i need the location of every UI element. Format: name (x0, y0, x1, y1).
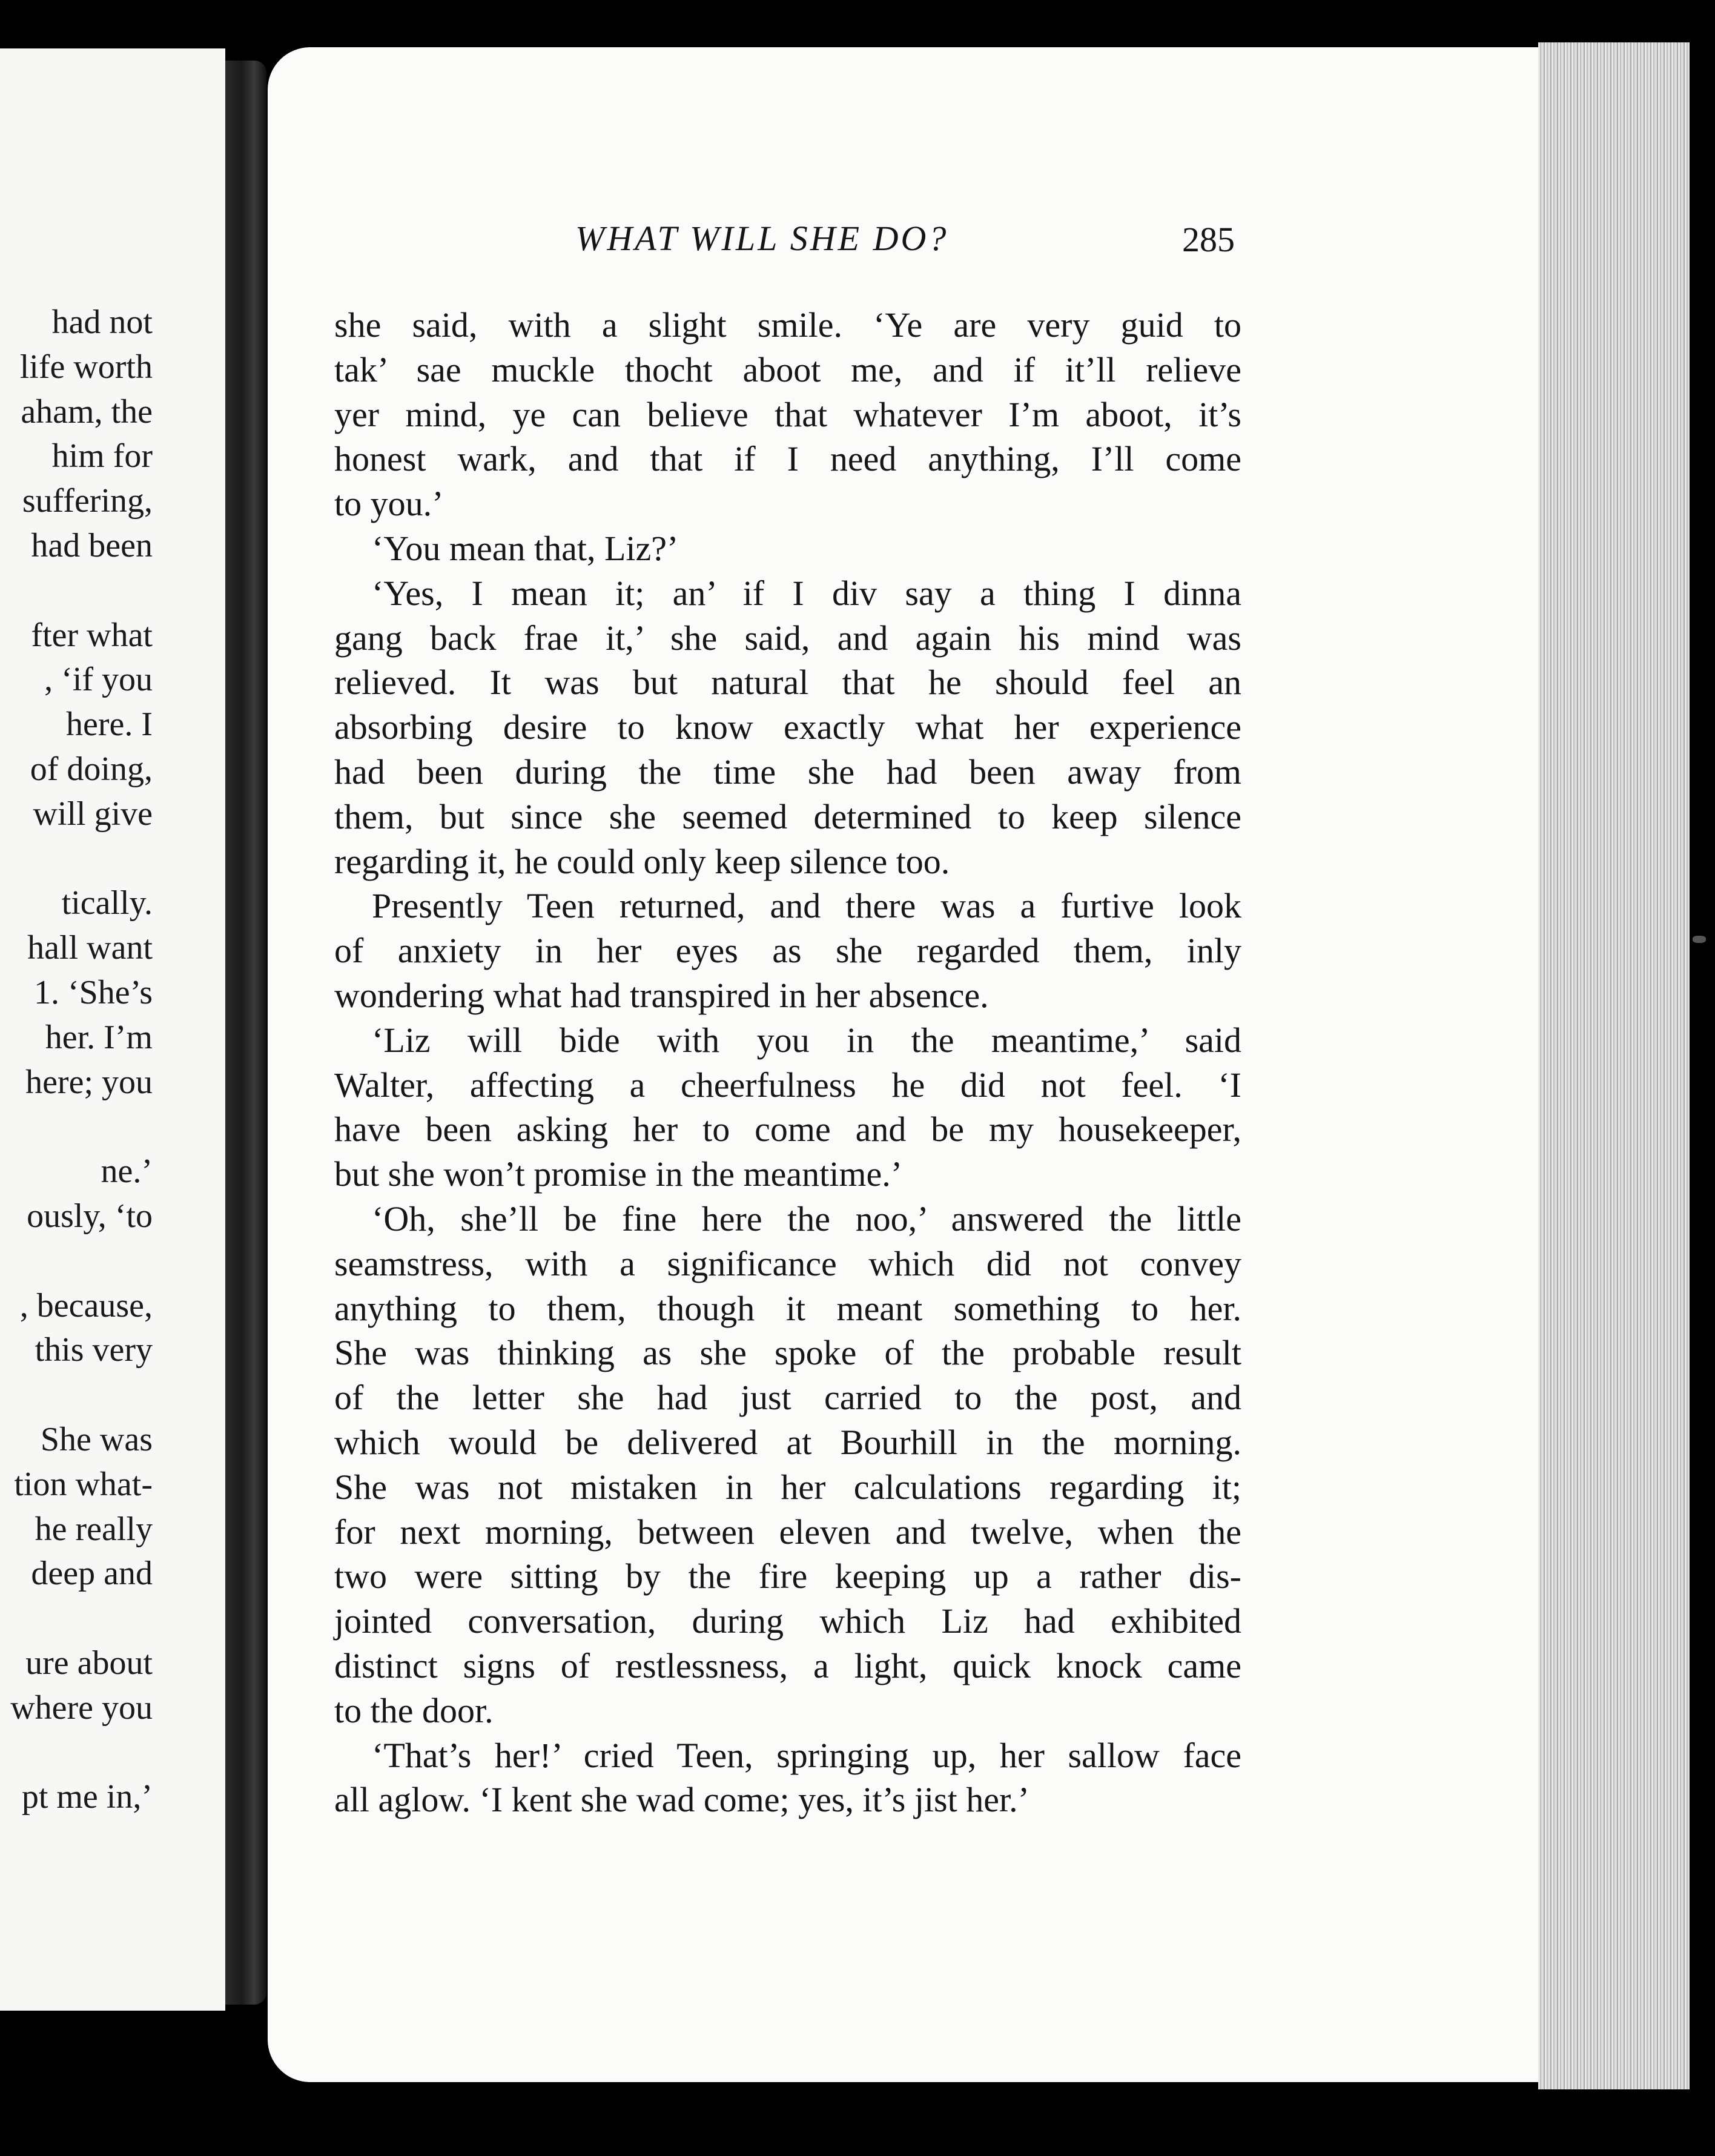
left-page-line: of doing, (30, 750, 153, 788)
left-page-line: he really (35, 1510, 153, 1548)
left-page-line: had not (51, 303, 153, 341)
text-line: regarding it, he could only keep silence too. (334, 841, 950, 881)
running-title: WHAT WILL SHE DO? (575, 219, 949, 258)
text-line: ‘That’s her!’ cried Teen, springing up, her sallow face (372, 1735, 1241, 1775)
left-page-line: , because, (19, 1286, 153, 1324)
left-page-line: tically. (61, 884, 153, 922)
text-line: jointed conversation, during which Liz had exhibited (334, 1601, 1241, 1641)
left-page-line: ure about (25, 1644, 153, 1682)
text-line: yer mind, ye can believe that whatever I’m aboot, it’s (334, 394, 1241, 434)
text-line: of anxiety in her eyes as she regarded them, inly (334, 931, 1241, 971)
text-line: tak’ sae muckle thocht aboot me, and if it’ll relieve (334, 349, 1241, 389)
text-line: She was not mistaken in her calculations regarding it; (334, 1467, 1241, 1507)
left-page-line: , ‘if you (44, 661, 153, 699)
left-page-line: where you (10, 1688, 153, 1727)
text-line: she said, with a slight smile. ‘Ye are very guid to (334, 305, 1241, 345)
text-line: to the door. (334, 1690, 494, 1730)
text-line: which would be delivered at Bourhill in the morning. (334, 1422, 1241, 1462)
scan-speck (1693, 936, 1706, 943)
left-page-line: life worth (19, 348, 153, 386)
text-line: ‘You mean that, Liz?’ (372, 528, 679, 568)
left-page-line: deep and (31, 1555, 153, 1593)
left-page-line: here; you (25, 1063, 153, 1101)
text-line: absorbing desire to know exactly what her experience (334, 707, 1241, 747)
text-line: ‘Liz will bide with you in the meantime,’ said (372, 1020, 1241, 1060)
text-line: to you.’ (334, 484, 444, 524)
left-facing-page (0, 48, 225, 2011)
text-line: She was thinking as she spoke of the probable result (334, 1333, 1241, 1373)
left-page-line: suffering, (22, 482, 153, 520)
left-page-line: this very (35, 1331, 153, 1369)
text-line: two were sitting by the fire keeping up a rather dis- (334, 1556, 1241, 1596)
text-line: all aglow. ‘I kent she wad come; yes, it’s jist her.’ (334, 1780, 1029, 1820)
left-page-line: hall want (27, 929, 153, 967)
page-body (334, 303, 1241, 1822)
text-line: relieved. It was but natural that he should feel an (334, 663, 1241, 703)
left-page-line: will give (33, 795, 153, 833)
text-line: for next morning, between eleven and twelve, when the (334, 1512, 1241, 1552)
text-line: Presently Teen returned, and there was a furtive look (372, 886, 1241, 926)
left-page-line: ne.’ (101, 1152, 153, 1191)
text-line: seamstress, with a significance which did not convey (334, 1243, 1241, 1283)
left-page-line: him for (51, 437, 153, 475)
text-line: them, but since she seemed determined to keep silence (334, 796, 1241, 836)
left-page-line: She was (40, 1421, 153, 1458)
text-line: anything to them, though it meant something to her. (334, 1288, 1241, 1328)
left-page-line: had been (31, 527, 153, 564)
left-page-line: pt me in,’ (21, 1778, 153, 1816)
text-line: distinct signs of restlessness, a light, quick knock came (334, 1645, 1241, 1685)
text-line: have been asking her to come and be my housekeeper, (334, 1109, 1241, 1149)
text-line: but she won’t promise in the meantime.’ (334, 1154, 903, 1194)
left-page-line: tion what- (14, 1465, 153, 1503)
text-line: of the letter she had just carried to the post, and (334, 1378, 1241, 1418)
page-number: 285 (1182, 220, 1235, 259)
left-page-line: aham, the (21, 392, 153, 431)
text-line: had been during the time she had been away from (334, 752, 1241, 792)
left-page-line: her. I’m (45, 1018, 153, 1056)
left-page-line: 1. ‘She’s (34, 974, 153, 1011)
left-page-line: ously, ‘to (27, 1197, 153, 1235)
book-gutter (225, 61, 266, 2005)
page-edges (1538, 42, 1690, 2089)
text-line: ‘Oh, she’ll be fine here the noo,’ answered the little (372, 1199, 1241, 1238)
text-line: wondering what had transpired in her absence. (334, 975, 989, 1015)
text-line: honest wark, and that if I need anything, I’ll come (334, 439, 1241, 479)
left-page-line: fter what (31, 616, 153, 654)
left-page-line: here. I (65, 706, 153, 744)
text-line: Walter, affecting a cheerfulness he did not feel. ‘I (334, 1065, 1241, 1105)
text-line: gang back frae it,’ she said, and again his mind was (334, 618, 1241, 658)
text-line: ‘Yes, I mean it; an’ if I div say a thing I dinna (372, 573, 1241, 613)
